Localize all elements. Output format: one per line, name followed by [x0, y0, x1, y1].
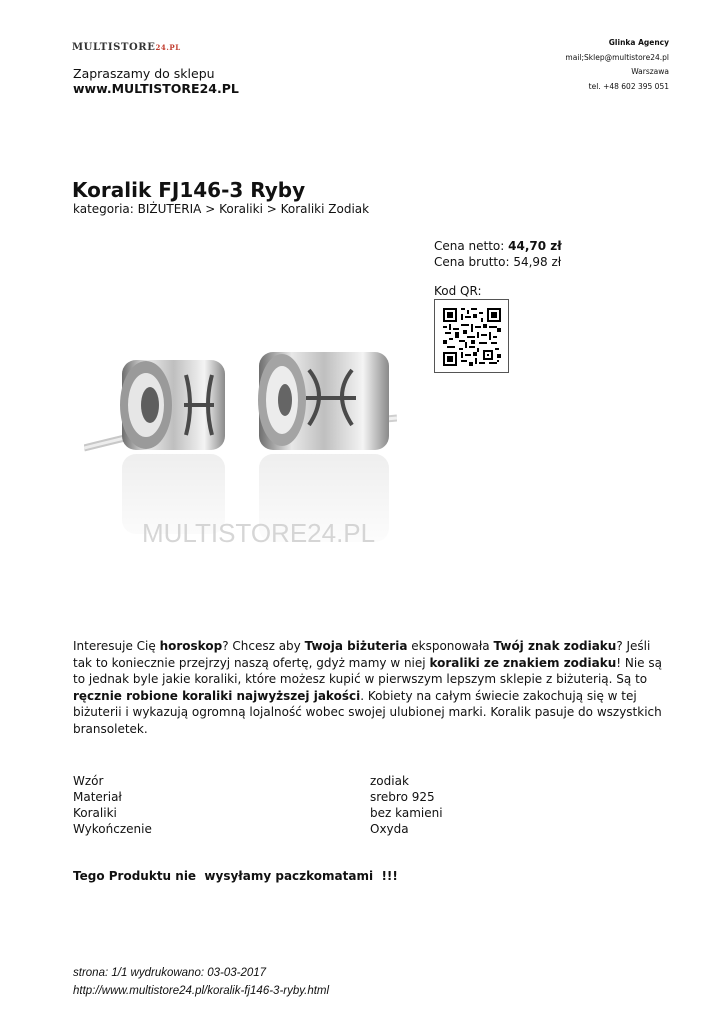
price-gross-value: 54,98 zł	[513, 255, 562, 269]
intro-block	[73, 66, 239, 96]
price-gross-row	[434, 254, 562, 270]
store-url[interactable]: www.MULTISTORE24.PL	[73, 81, 239, 96]
agency-phone: tel. +48 602 395 051	[588, 81, 669, 91]
product-url[interactable]: http://www.multistore24.pl/koralik-fj146-3-ryby.html	[73, 985, 330, 997]
product-image	[84, 330, 397, 552]
qr-label: Kod QR:	[434, 284, 482, 298]
logo-suffix-text: 24.PL	[155, 43, 181, 52]
print-info: strona: 1/1 wydrukowano: 03-03-2017	[73, 967, 267, 979]
image-watermark: MULTISTORE24.PL	[142, 518, 376, 548]
description-bold: koraliki ze znakiem zodiaku	[429, 655, 617, 670]
price-block	[434, 238, 562, 270]
spec-key: Koraliki	[73, 806, 117, 820]
agency-city: Warszawa	[631, 67, 669, 76]
spec-row	[73, 806, 673, 822]
agency-name: Glinka Agency	[608, 38, 669, 47]
price-net-label: Cena netto:	[434, 239, 505, 253]
spec-key: Materiał	[73, 790, 122, 804]
spec-value: bez kamieni	[370, 806, 443, 820]
spec-key: Wzór	[73, 774, 104, 788]
spec-table	[73, 774, 673, 838]
bead-photo	[84, 330, 397, 552]
description-bold: Twoja biżuteria	[304, 639, 408, 653]
product-title: Koralik FJ146-3 Ryby	[72, 178, 306, 202]
description-text: eksponowała	[407, 639, 494, 653]
spec-value: Oxyda	[370, 822, 409, 836]
logo-main-text: MULTISTORE	[72, 42, 156, 53]
description-text: ? Jeśli tak to koniecznie przejrzyj naszą ofertę, gdyż mamy w niej	[73, 639, 651, 670]
spec-key: Wykończenie	[73, 822, 152, 836]
spec-value: srebro 925	[370, 790, 435, 804]
intro-text: Zapraszamy do sklepu	[73, 66, 215, 81]
price-gross-label: Cena brutto:	[434, 255, 510, 269]
qr-code-graphic	[443, 308, 501, 366]
qr-code	[434, 299, 509, 373]
description-bold: Twój znak zodiaku	[493, 639, 617, 653]
spec-row	[73, 790, 673, 806]
spec-row	[73, 774, 673, 790]
spec-value: zodiak	[370, 774, 409, 788]
shipping-notice: Tego Produktu nie wysyłamy paczkomatami !!!	[73, 869, 398, 883]
description-bold: ręcznie robione koraliki najwyższej jakości	[73, 688, 361, 703]
price-net-value: 44,70 zł	[508, 239, 562, 253]
description-text: ! Nie są to jednak byle jakie koraliki, które możesz kupić w pierwszym lepszym sklepie z biżuterią. Są to	[73, 655, 662, 686]
agency-contact	[565, 36, 669, 94]
description-bold: horoskop	[159, 639, 223, 653]
breadcrumb: kategoria: BIŻUTERIA > Koraliki > Koraliki Zodiak	[73, 202, 370, 216]
spec-row	[73, 822, 673, 838]
description-text: ? Chcesz aby	[222, 639, 305, 653]
page-footer	[73, 964, 329, 1000]
description-text: Interesuje Cię	[73, 639, 160, 653]
agency-email[interactable]: mail;Sklep@multistore24.pl	[565, 52, 669, 62]
product-description	[73, 638, 673, 737]
price-net-row	[434, 238, 562, 254]
store-logo	[72, 42, 181, 53]
description-text: . Kobiety na całym świecie zakochują się w tej biżuterii i wykazują ogromną lojalność wobec swojej ulubionej marki. Koralik pasuje do wszystkich bransoletek.	[73, 688, 662, 736]
